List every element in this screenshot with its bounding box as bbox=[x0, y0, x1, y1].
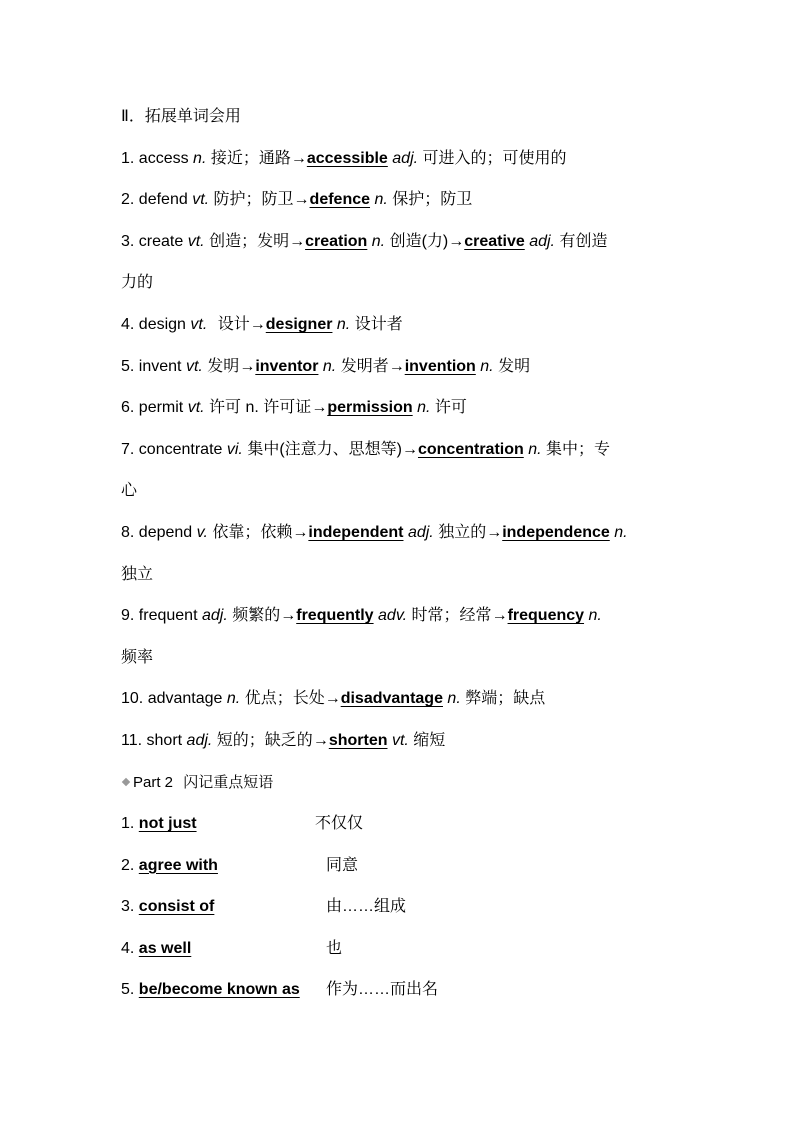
word-entry-9 bbox=[121, 605, 681, 647]
base-word: design bbox=[138, 315, 186, 333]
base-word: invent bbox=[138, 357, 182, 375]
derived-word: independent bbox=[308, 523, 404, 541]
section-title: Ⅱ．拓展单词会用 bbox=[121, 108, 241, 125]
entry-number: 10. bbox=[121, 690, 144, 708]
entry-number: 7. bbox=[121, 440, 135, 458]
part2-heading bbox=[121, 772, 681, 814]
phrase-meaning: 作为……而出名 bbox=[326, 981, 439, 999]
part-of-speech: vt. bbox=[190, 315, 208, 333]
word-entry-11 bbox=[121, 730, 681, 772]
entry-number: 4. bbox=[121, 939, 135, 957]
part-of-speech: vt. bbox=[192, 191, 210, 209]
base-word: create bbox=[138, 232, 184, 250]
base-meaning: 依靠；依赖 bbox=[212, 523, 293, 541]
base-meaning: 集中(注意力、思想等) bbox=[247, 440, 402, 458]
derived-meaning: 独立的 bbox=[438, 523, 487, 541]
part-of-speech: n. bbox=[371, 232, 386, 250]
entry-number: 5. bbox=[121, 357, 135, 375]
derived-word: invention bbox=[404, 357, 476, 375]
part-of-speech: adj. bbox=[392, 149, 419, 167]
base-meaning: 短的；缺乏的 bbox=[216, 731, 313, 749]
phrase-meaning: 由……组成 bbox=[326, 898, 407, 916]
part-of-speech: vt. bbox=[391, 731, 409, 749]
derived-meaning: 有创造 bbox=[559, 232, 608, 250]
arrow-icon: → bbox=[290, 149, 307, 167]
derived-meaning: 许可 bbox=[434, 399, 467, 417]
part-title: 闪记重点短语 bbox=[183, 773, 274, 791]
part-of-speech: adj. bbox=[529, 232, 555, 250]
entry-number: 1. bbox=[121, 815, 135, 833]
content bbox=[121, 106, 681, 1021]
word-entry-9-continuation: 频率 bbox=[121, 648, 154, 666]
part-of-speech: adv. bbox=[378, 607, 408, 625]
derived-word: inventor bbox=[255, 357, 319, 375]
arrow-icon: → bbox=[491, 607, 508, 625]
derived-meaning: 集中；专 bbox=[546, 440, 611, 458]
part-of-speech: n. bbox=[614, 523, 628, 541]
base-meaning: 优点；长处 bbox=[244, 690, 325, 708]
entry-number: 1. bbox=[121, 149, 135, 167]
derived-meaning: 保护；防卫 bbox=[392, 191, 473, 209]
derived-word: accessible bbox=[306, 149, 388, 167]
part-of-speech: vi. bbox=[226, 440, 243, 458]
part-label: Part 2 bbox=[133, 773, 174, 791]
derived-word: creative bbox=[464, 232, 525, 250]
base-word: depend bbox=[138, 523, 193, 541]
word-entry-7 bbox=[121, 439, 681, 481]
derived-word: concentration bbox=[417, 440, 524, 458]
phrase-text: not just bbox=[138, 815, 197, 833]
derived-meaning: 弊端；缺点 bbox=[465, 690, 546, 708]
base-word: advantage bbox=[147, 690, 223, 708]
base-word: short bbox=[146, 731, 183, 749]
word-entry-8 bbox=[121, 522, 681, 564]
phrase-entry-5 bbox=[121, 979, 681, 1021]
derived-meaning: 发明者 bbox=[340, 357, 389, 375]
entry-number: 2. bbox=[121, 856, 135, 874]
derived-word: creation bbox=[305, 232, 368, 250]
part-of-speech: v. bbox=[196, 523, 208, 541]
base-meaning: 发明 bbox=[207, 357, 240, 375]
word-entry-6 bbox=[121, 397, 681, 439]
word-entry-8-continuation: 独立 bbox=[121, 565, 154, 583]
entry-number: 8. bbox=[121, 523, 135, 541]
phrase-text: be/become known as bbox=[138, 981, 300, 999]
derived-word: defence bbox=[309, 191, 371, 209]
part-of-speech: n. bbox=[193, 149, 207, 167]
base-meaning: 防护；防卫 bbox=[213, 191, 294, 209]
entry-number: 5. bbox=[121, 981, 135, 999]
arrow-icon: → bbox=[312, 731, 329, 749]
base-word: permit bbox=[138, 399, 184, 417]
derived-meaning: 时常；经常 bbox=[411, 607, 492, 625]
part-of-speech: n. bbox=[417, 399, 431, 417]
derived-meaning: 可进入的；可使用的 bbox=[422, 149, 567, 167]
base-meaning: 设计 bbox=[217, 315, 250, 333]
part-of-speech: adj. bbox=[201, 607, 228, 625]
base-meaning: 接近；通路 bbox=[210, 149, 291, 167]
word-entry-3-continuation: 力的 bbox=[121, 274, 154, 292]
part-of-speech: vt. bbox=[187, 399, 205, 417]
phrase-meaning: 同意 bbox=[326, 856, 359, 874]
base-word: concentrate bbox=[138, 440, 223, 458]
part-of-speech: n. bbox=[226, 690, 241, 708]
phrase-meaning: 不仅仅 bbox=[315, 815, 364, 833]
part-of-speech: adj. bbox=[186, 731, 213, 749]
arrow-icon: → bbox=[401, 440, 418, 458]
arrow-icon: → bbox=[311, 399, 328, 417]
derived-word: frequency bbox=[507, 607, 585, 625]
word-entry-1 bbox=[121, 148, 681, 190]
word-entry-3 bbox=[121, 231, 681, 273]
base-meaning: 频繁的 bbox=[232, 607, 281, 625]
phrase-entry-2 bbox=[121, 855, 681, 897]
entry-number: 3. bbox=[121, 232, 135, 250]
extra-meaning: n. 许可证 bbox=[245, 399, 312, 417]
base-word: access bbox=[138, 149, 189, 167]
phrase-text: consist of bbox=[138, 898, 215, 916]
part-of-speech: adj. bbox=[407, 523, 434, 541]
base-meaning: 创造；发明 bbox=[209, 232, 290, 250]
arrow-icon: → bbox=[249, 315, 266, 333]
part-of-speech: n. bbox=[447, 690, 461, 708]
derived-word: permission bbox=[327, 399, 413, 417]
base-word: defend bbox=[138, 191, 188, 209]
arrow-icon: → bbox=[293, 191, 310, 209]
part-of-speech: n. bbox=[322, 357, 337, 375]
part-of-speech: n. bbox=[588, 607, 602, 625]
part-of-speech: vt. bbox=[187, 232, 205, 250]
word-entry-5 bbox=[121, 356, 681, 398]
arrow-icon: → bbox=[388, 357, 405, 375]
arrow-icon: → bbox=[289, 232, 306, 250]
phrase-text: as well bbox=[138, 939, 192, 957]
word-entry-2 bbox=[121, 189, 681, 231]
part-of-speech: vt. bbox=[185, 357, 203, 375]
derived-word: disadvantage bbox=[340, 690, 443, 708]
word-entry-7-continuation: 心 bbox=[121, 482, 138, 500]
derived-word: frequently bbox=[296, 607, 374, 625]
entry-number: 9. bbox=[121, 607, 135, 625]
base-meaning: 许可 bbox=[209, 399, 242, 417]
derived-word: independence bbox=[502, 523, 610, 541]
part-of-speech: n. bbox=[336, 315, 351, 333]
entry-number: 3. bbox=[121, 898, 135, 916]
derived-word: designer bbox=[265, 315, 333, 333]
arrow-icon: → bbox=[486, 523, 503, 541]
phrase-text: agree with bbox=[138, 856, 218, 874]
part-of-speech: n. bbox=[528, 440, 542, 458]
phrase-entry-1 bbox=[121, 813, 681, 855]
entry-number: 11. bbox=[121, 731, 143, 749]
derived-meaning: 创造(力) bbox=[389, 232, 449, 250]
part-of-speech: n. bbox=[480, 357, 494, 375]
entry-number: 4. bbox=[121, 315, 135, 333]
part-of-speech: n. bbox=[374, 191, 388, 209]
arrow-icon: → bbox=[448, 232, 465, 250]
arrow-icon: → bbox=[239, 357, 256, 375]
derived-meaning: 发明 bbox=[498, 357, 531, 375]
entry-number: 6. bbox=[121, 399, 135, 417]
derived-meaning: 设计者 bbox=[354, 315, 403, 333]
derived-meaning: 缩短 bbox=[413, 731, 446, 749]
phrase-entry-4 bbox=[121, 938, 681, 980]
base-word: frequent bbox=[138, 607, 198, 625]
word-entry-10 bbox=[121, 688, 681, 730]
phrase-entry-3 bbox=[121, 896, 681, 938]
word-entry-4 bbox=[121, 314, 681, 356]
phrase-meaning: 也 bbox=[326, 939, 343, 957]
entry-number: 2. bbox=[121, 191, 135, 209]
arrow-icon: → bbox=[280, 607, 297, 625]
derived-word: shorten bbox=[328, 731, 388, 749]
arrow-icon: → bbox=[324, 690, 341, 708]
diamond-bullet-icon bbox=[122, 778, 130, 786]
arrow-icon: → bbox=[292, 523, 309, 541]
